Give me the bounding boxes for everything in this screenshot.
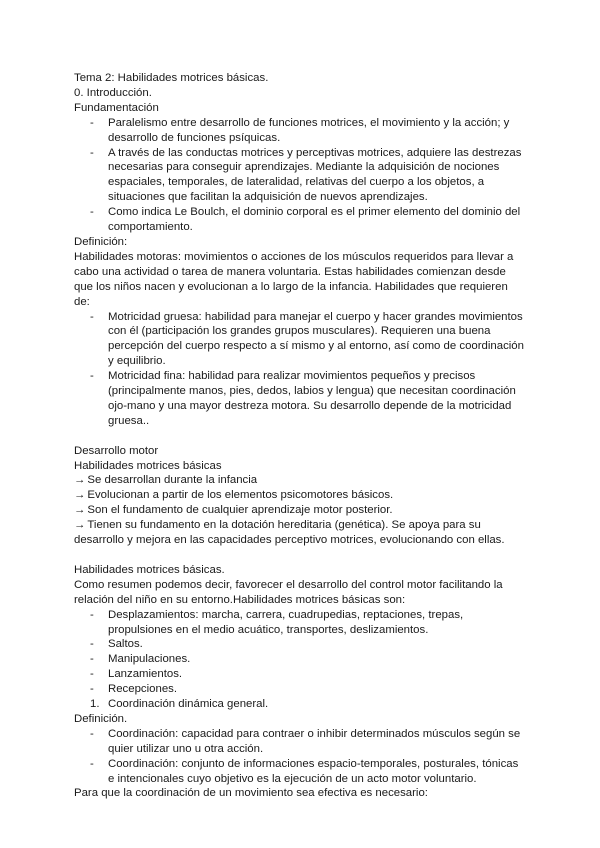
arrow-item: → Son el fundamento de cualquier aprendizaje motor posterior.: [74, 504, 393, 517]
list-item: - Paralelismo entre desarrollo de funciones motrices, el movimiento y la acción; y desarrollo de funciones psíquicas.: [74, 116, 526, 146]
list-item: - Coordinación: conjunto de informaciones espacio-temporales, posturales, tónicas e intencionales cuyo objetivo es la ejecución de un acto motor voluntario.: [74, 757, 526, 787]
definicion-heading: Definición:: [74, 235, 128, 248]
arrow-item: → Tienen su fundamento en la dotación hereditaria (genética). Se apoya para su desarrollo y mejora en las capacidades perceptivo motrices, evolucionando con ellas.: [74, 519, 505, 547]
list-item: - Saltos.: [74, 637, 526, 652]
list-number: 1.: [90, 698, 100, 711]
doc-title: Tema 2: Habilidades motrices básicas.: [74, 72, 269, 84]
fundamentacion-list: [74, 116, 526, 235]
arrow-right-icon: →: [74, 519, 86, 532]
closing-line: Para que la coordinación de un movimiento sea efectiva es necesario:: [74, 787, 428, 800]
definicion2-heading: Definición.: [74, 712, 128, 725]
blank-line: [74, 429, 526, 444]
fundamentacion-heading: Fundamentación: [74, 101, 159, 114]
arrow-right-icon: →: [74, 474, 86, 487]
arrow-right-icon: →: [74, 489, 86, 502]
numbered-item: 1. Coordinación dinámica general.: [90, 698, 269, 711]
list-item: - A través de las conductas motrices y perceptivas motrices, adquiere las destrezas necesarias para conseguir aprendizajes. Mediante la adquisición de nociones espaciales, temporales, de lateralidad, relativas del cuerpo a los objetos, a situaciones que facilitan la adquisición de nuevos aprendizajes.: [74, 146, 526, 206]
arrow-item: → Se desarrollan durante la infancia: [74, 474, 258, 487]
desarrollo-subheading: Habilidades motrices básicas: [74, 459, 222, 472]
arrow-right-icon: →: [74, 504, 86, 517]
desarrollo-heading: Desarrollo motor: [74, 444, 159, 457]
list-item: - Motricidad gruesa: habilidad para manejar el cuerpo y hacer grandes movimientos con él (participación los grandes grupos musculares). Requieren una buena percepción del cuerpo respecto a sí mismo y al entorno, así como de coordinación y equilibrio.: [74, 310, 526, 370]
coordinacion-list: [74, 727, 526, 787]
list-item: - Lanzamientos.: [74, 667, 526, 682]
list-item: - Desplazamientos: marcha, carrera, cuadrupedias, reptaciones, trepas, propulsiones en el medio acuático, transportes, deslizamientos.: [74, 608, 526, 638]
motricidad-list: [74, 310, 526, 429]
habilidades-heading: Habilidades motrices básicas.: [74, 563, 225, 576]
numbered-list: [74, 697, 526, 712]
habilidades-paragraph: Como resumen podemos decir, favorecer el desarrollo del control motor facilitando la relación del niño en su entorno.Habilidades motrices básicas son:: [74, 578, 503, 606]
blank-line: [74, 548, 526, 563]
list-item: - Manipulaciones.: [74, 652, 526, 667]
list-item: - Recepciones.: [74, 682, 526, 697]
habilidades-list: [74, 608, 526, 697]
document-body: [74, 71, 526, 801]
list-item: - Motricidad fina: habilidad para realizar movimientos pequeños y precisos (principalmente manos, pies, dedos, labios y lengua) que necesitan coordinación ojo-mano y una mayor destreza motora. Su desarrollo depende de la motricidad gruesa..: [74, 369, 526, 429]
list-item: - Coordinación: capacidad para contraer o inhibir determinados músculos según se quier utilizar uno u otra acción.: [74, 727, 526, 757]
list-item: - Como indica Le Boulch, el dominio corporal es el primer elemento del dominio del comportamiento.: [74, 205, 526, 235]
intro-heading: 0. Introducción.: [74, 86, 152, 99]
definicion-paragraph: Habilidades motoras: movimientos o acciones de los músculos requeridos para llevar a cabo una actividad o tarea de manera voluntaria. Estas habilidades comienzan desde que los niños nacen y evolucionan a lo largo de la infancia. Habilidades que requieren de:: [74, 250, 514, 308]
arrow-item: → Evolucionan a partir de los elementos psicomotores básicos.: [74, 489, 394, 502]
